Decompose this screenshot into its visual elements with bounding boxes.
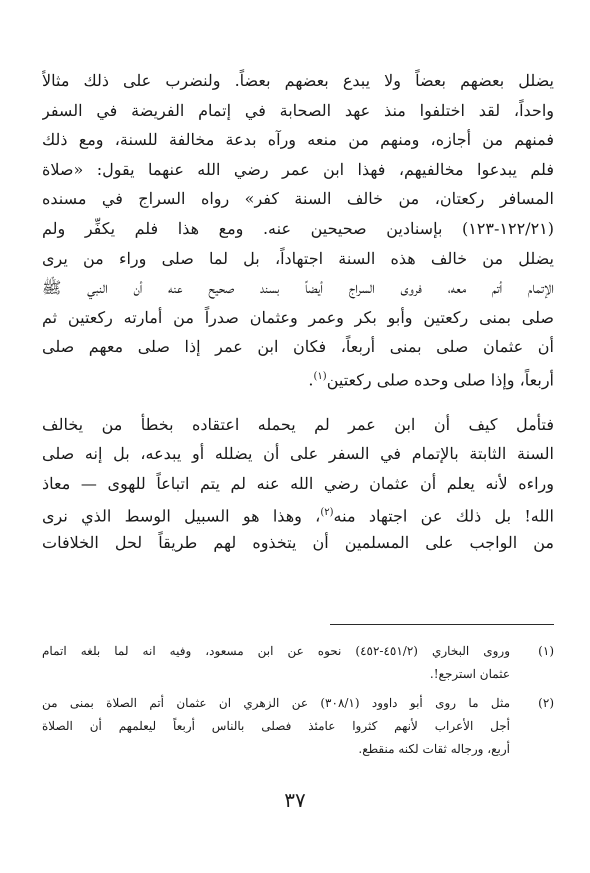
text-line: فلم يبدعوا مخالفيهم، فهذا ابن عمر رضي الله عنهما يقول: «صلاة — [42, 159, 554, 179]
text-line: (١٢٢/٢١-١٢٣) بإسنادين صحيحين عنه. ومع هذا فلم يكفِّر ولم — [42, 218, 554, 238]
footnote-line: أجل الأعراب لأنهم كثروا عامئذ فصلى بالناس أربعاً ليعلمهم أن الصلاة — [42, 719, 510, 733]
text-line: يضلل بعضهم بعضاً ولا يبدع بعضهم بعضاً. ولنضرب على ذلك مثالاً — [42, 71, 554, 90]
footnote-body — [42, 692, 510, 761]
footnote-ref-2[interactable]: (٢) — [320, 507, 334, 519]
text-line: فمنهم من أجازه، ومنهم من منعه ورآه بدعة مخالفة للسنة، ومع ذلك — [42, 130, 554, 150]
footnote-line: أربع، ورجاله ثقات لكنه منقطع. — [358, 742, 510, 756]
footnote-1 — [42, 640, 554, 686]
footnote-line: وروى البخاري (٤٥١/٢-٤٥٢) نحوه عن ابن مسعود، وفيه انه لما بلغه اتمام — [42, 644, 510, 658]
text-line: واحداً، لقد اختلفوا منذ عهد الصحابة في إتمام الفريضة في السفر — [42, 100, 554, 120]
footnote-line: عثمان استرجع!. — [429, 667, 510, 681]
footnote-2 — [42, 692, 554, 761]
text-line: يضلل من خالف هذه السنة اجتهاداً، بل لما صلى وراء من يرى — [42, 248, 554, 268]
text-line: الإتمام أتم معه، فروى السراج أيضاً بسند صحيح عنه أن النبي ﷺ — [42, 278, 554, 298]
footnote-number: (١) — [538, 644, 554, 658]
footnote-number: (٢) — [538, 696, 554, 710]
text-line: من الواجب على المسلمين أن يتخذوه لهم طريقاً لحل الخلافات — [42, 532, 554, 552]
text-line — [42, 362, 554, 392]
footnote-line: مثل ما روى أبو داوود (٣٠٨/١) عن الزهري ان عثمان أتم الصلاة بمنى من — [42, 696, 510, 710]
footnotes — [42, 640, 554, 767]
text-fragment: ، وهذا هو السبيل الوسط الذي نرى — [42, 506, 321, 526]
footnote-ref-1[interactable]: (١) — [313, 370, 327, 382]
text-line: المسافر ركعتان، من خالف السنة كفر» رواه السراج في مسنده — [42, 189, 554, 209]
text-line: صلى بمنى ركعتين وأبو بكر وعمر وعثمان صدراً من أمارته ركعتين ثم — [42, 307, 554, 327]
main-text — [42, 66, 554, 558]
text-fragment: . — [308, 370, 314, 390]
text-line: وراءه لأنه يعلم أن عثمان رضي الله عنه لم يتم اتباعاً للهوى — معاذ — [42, 473, 554, 493]
text-fragment: أربعاً، وإذا صلى وحده صلى ركعتين — [326, 370, 554, 390]
text-line: أن عثمان صلى بمنى أربعاً، فكان ابن عمر إذا صلى معهم صلى — [42, 337, 554, 357]
footnote-divider — [330, 624, 554, 625]
paragraph-2 — [42, 410, 554, 558]
page-number: ٣٧ — [284, 788, 306, 812]
paragraph-1 — [42, 66, 554, 392]
text-fragment: الله! بل ذلك عن اجتهاد منه — [333, 506, 554, 526]
text-line — [42, 498, 554, 528]
text-line: السنة الثابتة بالإتمام في السفر على أن يضلله أو يبدعه، بل إنه صلى — [42, 444, 554, 464]
footnote-body — [42, 640, 510, 686]
text-line: فتأمل كيف أن ابن عمر لم يحمله اعتقاده بخطأ من يخالف — [42, 414, 554, 434]
